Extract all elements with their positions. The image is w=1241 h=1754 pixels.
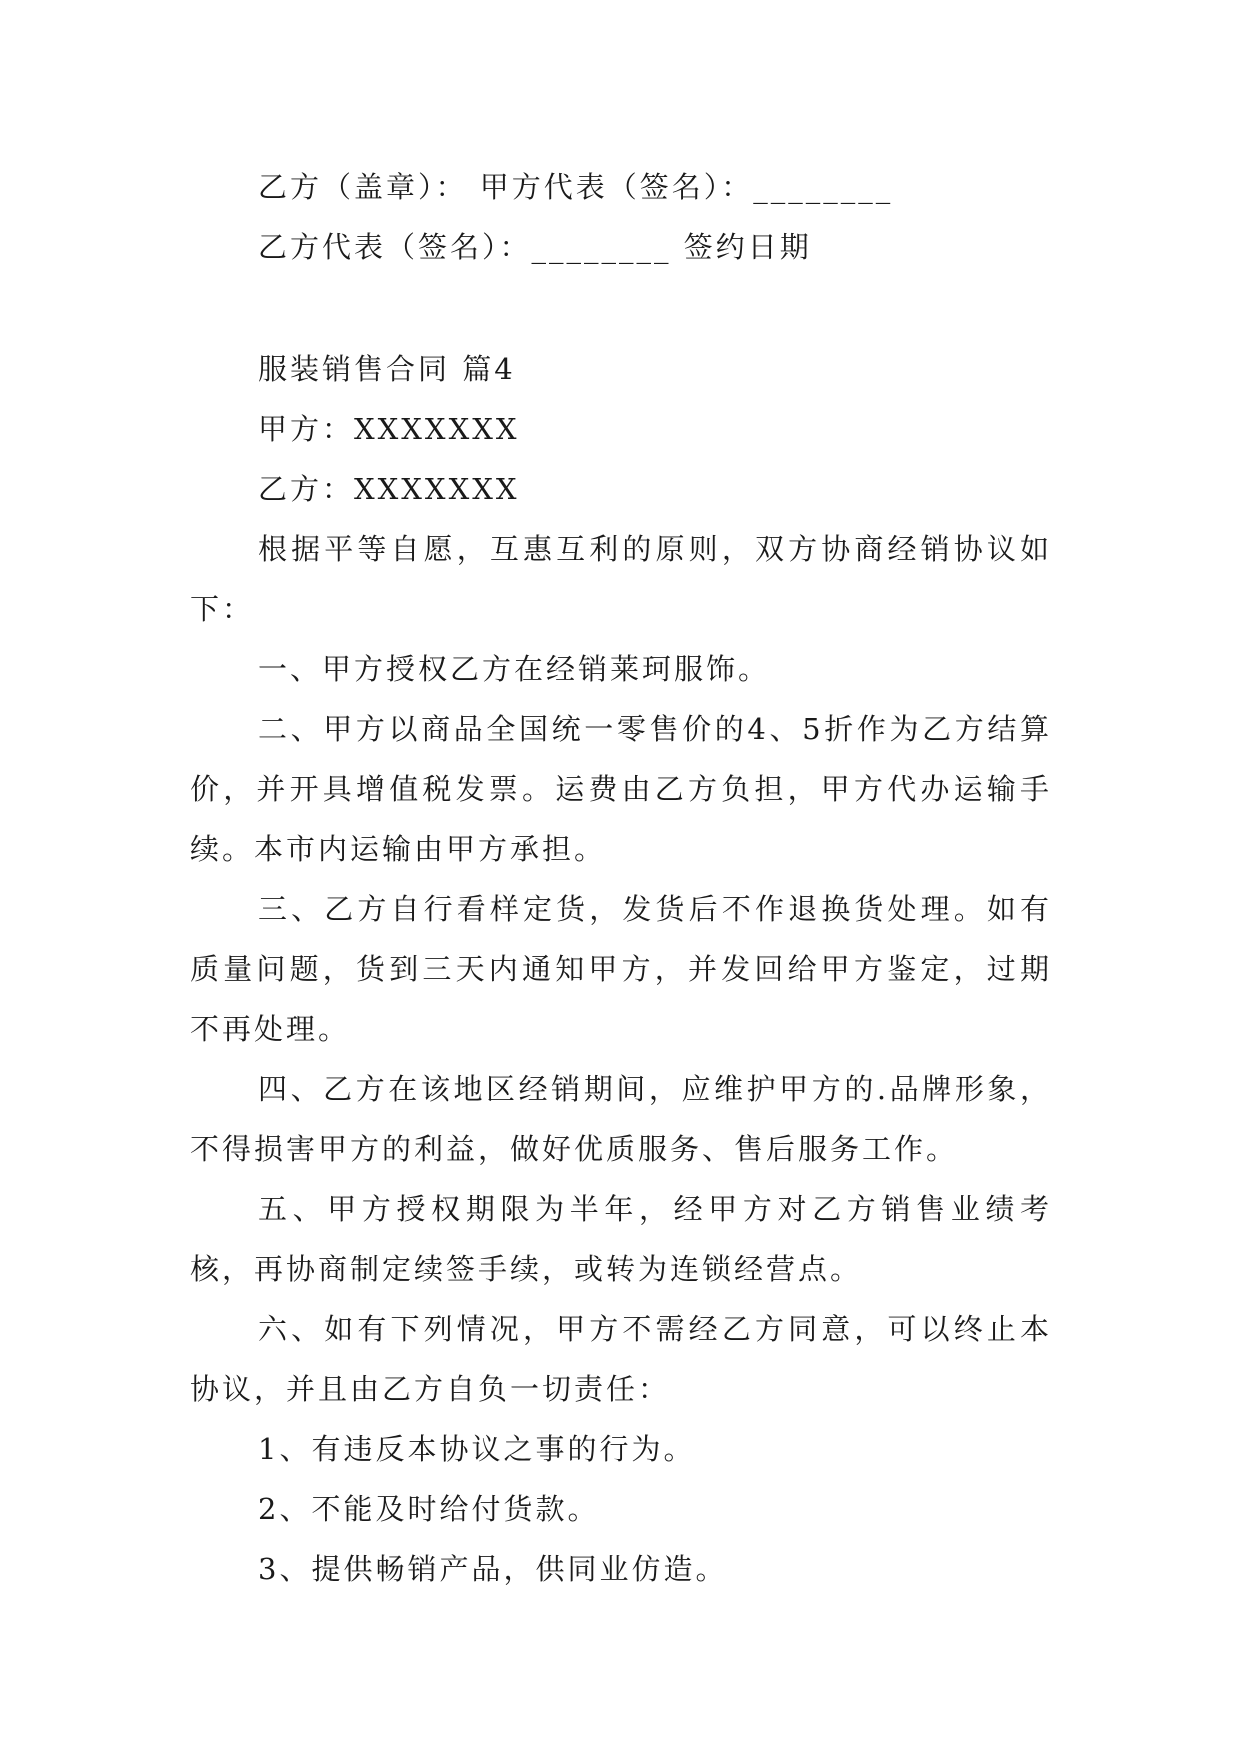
clause-1: 一、甲方授权乙方在经销莱珂服饰。 (258, 652, 771, 686)
signature-line-1: 乙方（盖章）： 甲方代表（签名）：________ (258, 170, 894, 204)
list-item-2: 2、不能及时给付货款。 (258, 1492, 600, 1526)
intro-paragraph: 根据平等自愿，互惠互利的原则，双方协商经销协议如下： (190, 532, 1052, 626)
list-item-1: 1、有违反本协议之事的行为。 (258, 1432, 696, 1466)
clause-6: 六、如有下列情况，甲方不需经乙方同意，可以终止本协议，并且由乙方自负一切责任： (190, 1312, 1052, 1406)
clause-4: 四、乙方在该地区经销期间，应维护甲方的.品牌形象，不得损害甲方的利益，做好优质服务、售后服务工作。 (190, 1072, 1052, 1166)
section-gap (190, 277, 1052, 339)
clause-3: 三、乙方自行看样定货，发货后不作退换货处理。如有质量问题，货到三天内通知甲方，并发回给甲方鉴定，过期不再处理。 (190, 892, 1052, 1046)
clause-2: 二、甲方以商品全国统一零售价的4、5折作为乙方结算价，并开具增值税发票。运费由乙方负担，甲方代办运输手续。本市内运输由甲方承担。 (190, 712, 1052, 866)
clause-5: 五、甲方授权期限为半年，经甲方对乙方销售业绩考核，再协商制定续签手续，或转为连锁经营点。 (190, 1192, 1052, 1286)
party-b: 乙方：XXXXXXX (258, 472, 520, 506)
signature-line-2: 乙方代表（签名）：________ 签约日期 (258, 230, 812, 264)
document-body (190, 157, 1052, 1599)
party-a: 甲方：XXXXXXX (258, 412, 520, 446)
list-item-3: 3、提供畅销产品，供同业仿造。 (258, 1552, 728, 1586)
contract-title: 服装销售合同 篇4 (258, 352, 516, 386)
